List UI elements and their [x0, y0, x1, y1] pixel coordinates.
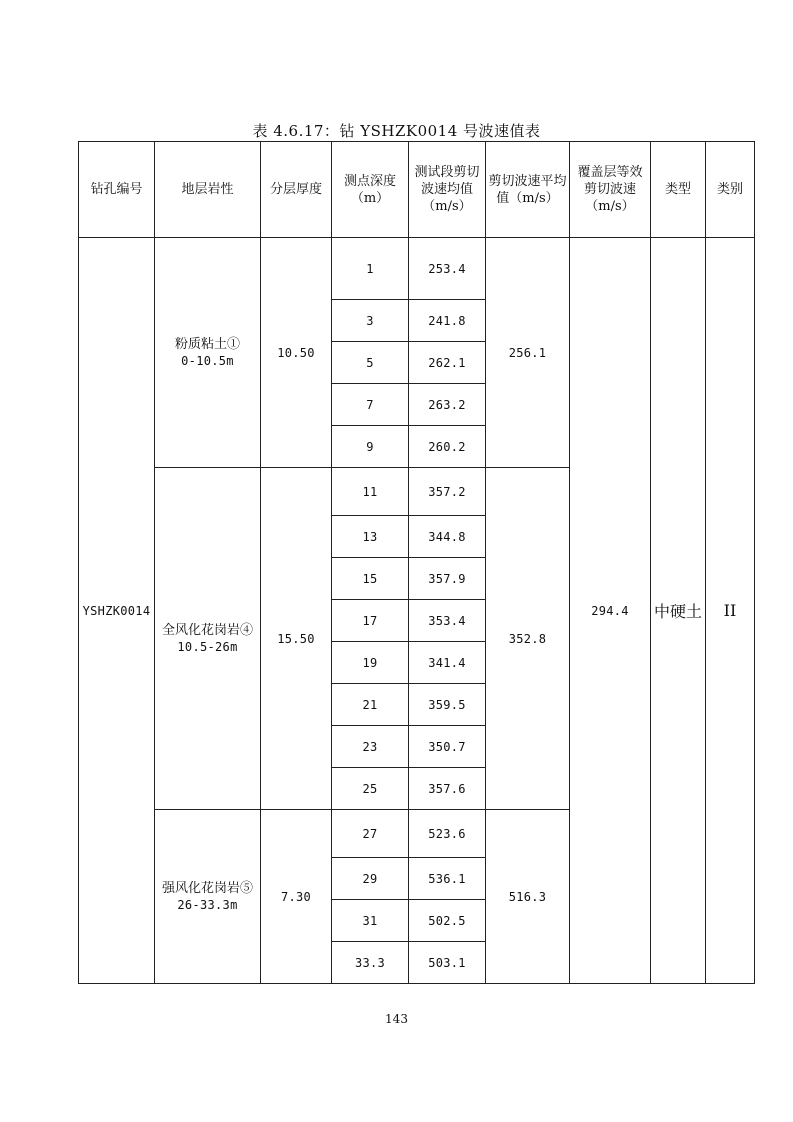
depth-cell: 21 — [332, 684, 409, 726]
depth-cell: 29 — [332, 858, 409, 900]
stratum-name: 强风化花岗岩⑤ — [161, 880, 253, 896]
depth-cell: 25 — [332, 768, 409, 810]
depth-cell: 17 — [332, 600, 409, 642]
header-type: 类型 — [651, 142, 706, 238]
segment-speed-cell: 357.6 — [409, 768, 486, 810]
segment-speed-cell: 341.4 — [409, 642, 486, 684]
segment-speed-cell: 502.5 — [409, 900, 486, 942]
header-thickness: 分层厚度 — [261, 142, 332, 238]
depth-cell: 31 — [332, 900, 409, 942]
stratum-range: 26-33.3m — [177, 897, 238, 912]
header-row — [79, 142, 755, 238]
avg-speed-cell: 256.1 — [486, 238, 570, 468]
avg-speed-cell: 352.8 — [486, 468, 570, 810]
stratum-name: 粉质粘土① — [174, 336, 240, 352]
header-equiv-speed: 覆盖层等效剪切波速（m/s） — [570, 142, 651, 238]
segment-speed-cell: 253.4 — [409, 238, 486, 300]
equiv-speed-cell: 294.4 — [570, 238, 651, 984]
segment-speed-cell: 350.7 — [409, 726, 486, 768]
header-stratum: 地层岩性 — [155, 142, 261, 238]
depth-cell: 27 — [332, 810, 409, 858]
header-avg-speed: 剪切波速平均值（m/s） — [486, 142, 570, 238]
header-category: 类别 — [706, 142, 755, 238]
stratum-cell — [155, 468, 261, 810]
hole-id-cell: YSHZK0014 — [79, 238, 155, 984]
table-row — [79, 238, 755, 300]
header-depth: 测点深度（m） — [332, 142, 409, 238]
site-type-cell: 中硬土 — [651, 238, 706, 984]
depth-cell: 1 — [332, 238, 409, 300]
segment-speed-cell: 357.9 — [409, 558, 486, 600]
depth-cell: 9 — [332, 426, 409, 468]
table-body — [79, 238, 755, 984]
avg-speed-cell: 516.3 — [486, 810, 570, 984]
depth-cell: 15 — [332, 558, 409, 600]
site-category-cell: II — [706, 238, 755, 984]
segment-speed-cell: 359.5 — [409, 684, 486, 726]
segment-speed-cell: 503.1 — [409, 942, 486, 984]
thickness-cell: 15.50 — [261, 468, 332, 810]
depth-cell: 13 — [332, 516, 409, 558]
table-title: 表 4.6.17：钻 YSHZK0014 号波速值表 — [252, 122, 541, 140]
depth-cell: 7 — [332, 384, 409, 426]
header-segment-speed: 测试段剪切波速均值（m/s） — [409, 142, 486, 238]
thickness-cell: 10.50 — [261, 238, 332, 468]
segment-speed-cell: 523.6 — [409, 810, 486, 858]
depth-cell: 5 — [332, 342, 409, 384]
depth-cell: 23 — [332, 726, 409, 768]
stratum-range: 10.5-26m — [177, 639, 238, 654]
segment-speed-cell: 344.8 — [409, 516, 486, 558]
wave-speed-table — [78, 141, 755, 984]
segment-speed-cell: 260.2 — [409, 426, 486, 468]
segment-speed-cell: 536.1 — [409, 858, 486, 900]
depth-cell: 19 — [332, 642, 409, 684]
depth-cell: 11 — [332, 468, 409, 516]
stratum-name: 全风化花岗岩④ — [161, 622, 253, 638]
depth-cell: 33.3 — [332, 942, 409, 984]
segment-speed-cell: 357.2 — [409, 468, 486, 516]
segment-speed-cell: 263.2 — [409, 384, 486, 426]
segment-speed-cell: 262.1 — [409, 342, 486, 384]
thickness-cell: 7.30 — [261, 810, 332, 984]
page-number: 143 — [385, 1012, 408, 1026]
stratum-cell — [155, 238, 261, 468]
stratum-cell — [155, 810, 261, 984]
header-hole: 钻孔编号 — [79, 142, 155, 238]
segment-speed-cell: 241.8 — [409, 300, 486, 342]
segment-speed-cell: 353.4 — [409, 600, 486, 642]
stratum-range: 0-10.5m — [181, 353, 234, 368]
depth-cell: 3 — [332, 300, 409, 342]
